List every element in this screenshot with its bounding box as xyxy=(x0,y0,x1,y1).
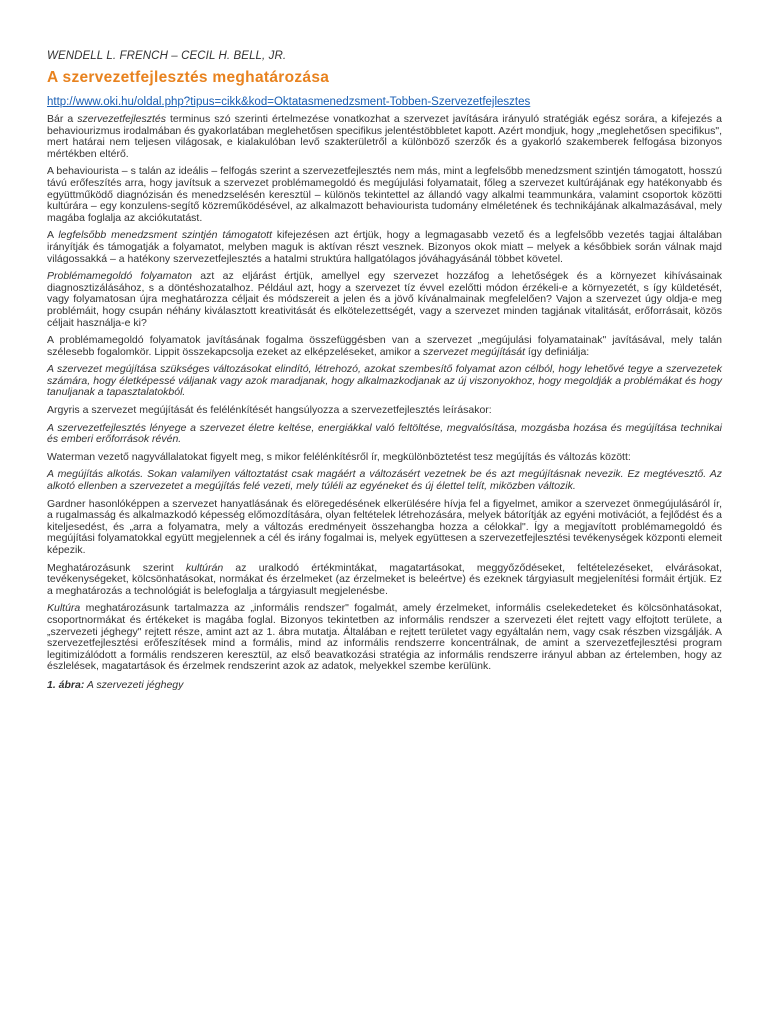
emphasis-term: kultúrán xyxy=(185,561,224,574)
paragraph-8: Gardner hasonlóképpen a szervezet hanyatlásának és elöregedésének elkerülésére hívja fel a figyelmet, amikor a szervezet önmegújulásáról ír, a rugalmasság és alkalmazkodó képesség előmozdítására, olyan feltételek létrehozására, melyek bátorítják az egyéni motivációt, a fejlődést és a kiteljesedést, és „arra a folyamatra, mely a változás eredményeit összehangba hozza a célokkal". Így a megjavított problémamegoldó és megújítási folyamatokkal együtt megjelennek a cél és irány fogalmai is, melyek együttesen a szervezetfejlesztési tevékenységek központi elemeit képezik. xyxy=(47,497,722,556)
text-run: meghatározásunk tartalmazza az „informális rendszer" fogalmát, amely érzelmeket, informális cselekedeteket és kölcsönhatásokat, csoportnormákat és értékeket is magába foglal. Bizonyos tekintetben az informális rendszer a szervezeti élet rejtett vagy elfojtott területe, a „szervezeti jéghegy" rejtett része, amint azt az 1. ábra mutatja. Általában e rejtett területet vagy egyáltalán nem, vagy csak részben vizsgálják. A szervezetfejlesztési erőfeszítések mind a formális, mind az informális rendszerre koncentrálnak, de amint a szervezetfejlesztési program legitimizálódott a formális rendszeren keresztül, az első beavatkozási stratégia az informális rendszerre irányul abban az értelemben, hogy az észlelések, magatartások és érzelmek rendszerint azok az adatok, melyekkel szembe kerülünk. xyxy=(47,602,722,673)
text-run: az uralkodó értékmintákat, magatartásokat, meggyőződéseket, feltételezéseket, elvárásokat, tevékenységeket, kölcsönhatásokat, normákat és érzelmeket (az érzelmeket is beleértve) és ezeknek tárgyiasult megjelenítési formáit értjük. Ez a meghatározás a technológiát is belefoglalja a tárgyiasult megjelenésbe. xyxy=(47,561,722,597)
figure-caption xyxy=(47,679,722,691)
paragraph-2: A behaviourista – s talán az ideális – felfogás szerint a szervezetfejlesztés nem más, mint a legfelsőbb menedzsment szintjén támogatott, hosszú távú erőfeszítés arra, hogy javítsuk a szervezet problémamegoldó és megújulási folyamatait, főleg a szervezet kultúrájának egy hatékonyabb és együttműködő diagnózisán és menedzselésén keresztül – különös tekintettel az állandó vagy alkalmi teammunkára, valamint csoportok közötti kultúrára – egy konzulens-segítő közreműködésével, az alkalmazott behaviourista tudomány elméletének és technikájának alkalmazásával, mely magába foglalja az akciókutatást. xyxy=(47,165,722,224)
paragraph-5 xyxy=(47,335,722,358)
text-run: kifejezésen azt értjük, hogy a legmagasabb vezető és a legfelsőbb vezetés tagjai általában irányítják és támogatják a folyamatot, melyben maguk is aktívan részt vesznek. Bizonyos okok miatt – melyek a későbbiek során válnak majd világossakká – a hatékony szervezetfejlesztés a hatalmi struktúra hallgatólagos jóváhagyásánál többet követel. xyxy=(47,229,722,265)
paragraph-3 xyxy=(47,230,722,265)
quote-lippit: A szervezet megújítása szükséges változásokat elindító, létrehozó, azokat szembesítő folyamat azon célból, hogy lehetővé tegye a szervezetek számára, hogy életképessé váljanak vagy azok maradjanak, hogy alkalmazkodjanak az új viszonyokhoz, hogy megoldják a problémákat és hogy tanuljanak a tapasztalatokból. xyxy=(47,363,722,399)
emphasis-term: legfelsőbb menedzsment szintjén támogatott xyxy=(58,229,273,242)
figure-title: A szervezeti jéghegy xyxy=(84,678,184,691)
text-run: azt az eljárást értjük, amellyel egy szervezet hozzáfog a lehetőségek és a környezet kihívásainak diagnosztizálásához, s a döntéshozatalhoz. Például azt, hogy a szervezet tíz évvel ezelőtti módon érzékeli-e a környezetét, s így küldetését, vagy folyamatosan újra meghatározza céljait és módszereit a jelen és a jövő kívánalmainak megfelelően? Vajon a szervezet úgy oldja-e meg problémáit, hogy csupán néhány kiválasztott kreativitását és elkötelezettségét, vagy a szervezet minden tagjának vitalitását, erőforrásait, közös céljait használja-e ki? xyxy=(47,270,722,329)
emphasis-term: szervezetfejlesztés xyxy=(77,113,166,125)
source-link[interactable]: http://www.oki.hu/oldal.php?tipus=cikk&kod=Oktatasmenedzsment-Tobben-Szervezetfejlesztes xyxy=(47,96,531,108)
figure-number: 1. ábra: xyxy=(47,678,85,691)
text-run: terminus szó szerinti értelmezése vonatkozhat a szervezet javítására irányuló stratégiák egész sorára, a kifejezés a behaviourizmus irodalmában és gyakorlatában meglehetősen specifikus jelentéstöbbletet kapott. Azért mondjuk, hogy „meglehetősen specifikus", mert határai nem teljesen világosak, e kialakulóban levő szakterületről a különböző szerzők és a gyakorló szakemberek felfogása bizonyos mértékben eltérő. xyxy=(47,113,723,160)
authors-line: WENDELL L. FRENCH – CECIL H. BELL, JR. xyxy=(47,50,287,62)
emphasis-term: Problémamegoldó folyamaton xyxy=(47,270,192,283)
paragraph-1 xyxy=(47,114,722,160)
emphasis-term: szervezet megújítását xyxy=(422,345,526,358)
paragraph-9 xyxy=(47,563,722,598)
text-run: A xyxy=(47,229,59,242)
text-run: Bár a xyxy=(47,113,78,125)
paragraph-4 xyxy=(47,271,722,329)
quote-argyris: A szervezetfejlesztés lényege a szervezet életre keltése, energiákkal való feltöltése, megvalósítása, mozgásba hozása és megújítása technikai és emberi erőforrások révén. xyxy=(47,421,722,446)
text-run: így definiálja: xyxy=(525,345,590,358)
article-title: A szervezetfejlesztés meghatározása xyxy=(47,69,330,86)
quote-waterman: A megújítás alkotás. Sokan valamilyen változtatást csak magáért a változásért vezetnek be és azt megújításnak nevezik. Ez megtévesztő. Az alkotó ellenben a szervezetet a megújítás felé vezeti, mely túléli az egyéneket és új élettel telít, miközben változik. xyxy=(47,468,722,493)
emphasis-term: Kultúra xyxy=(47,602,81,615)
paragraph-7: Waterman vezető nagyvállalatokat figyelt meg, s mikor felélénkítésről ír, megkülönböztetést tesz megújítás és változás között: xyxy=(47,450,631,463)
text-run: Meghatározásunk szerint xyxy=(47,561,186,574)
text-run: A problémamegoldó folyamatok javításának fogalma összefüggésben van a szervezet „megújulási folyamatainak" javításával, mely talán szélesebb fogalomkör. Lippit összekapcsolja ezeket az elképzeléseket, amikor a xyxy=(47,334,722,358)
paragraph-6: Argyris a szervezet megújítását és felélénkítését hangsúlyozza a szervezetfejlesztés leírásakor: xyxy=(47,404,492,417)
paragraph-10 xyxy=(47,603,722,673)
